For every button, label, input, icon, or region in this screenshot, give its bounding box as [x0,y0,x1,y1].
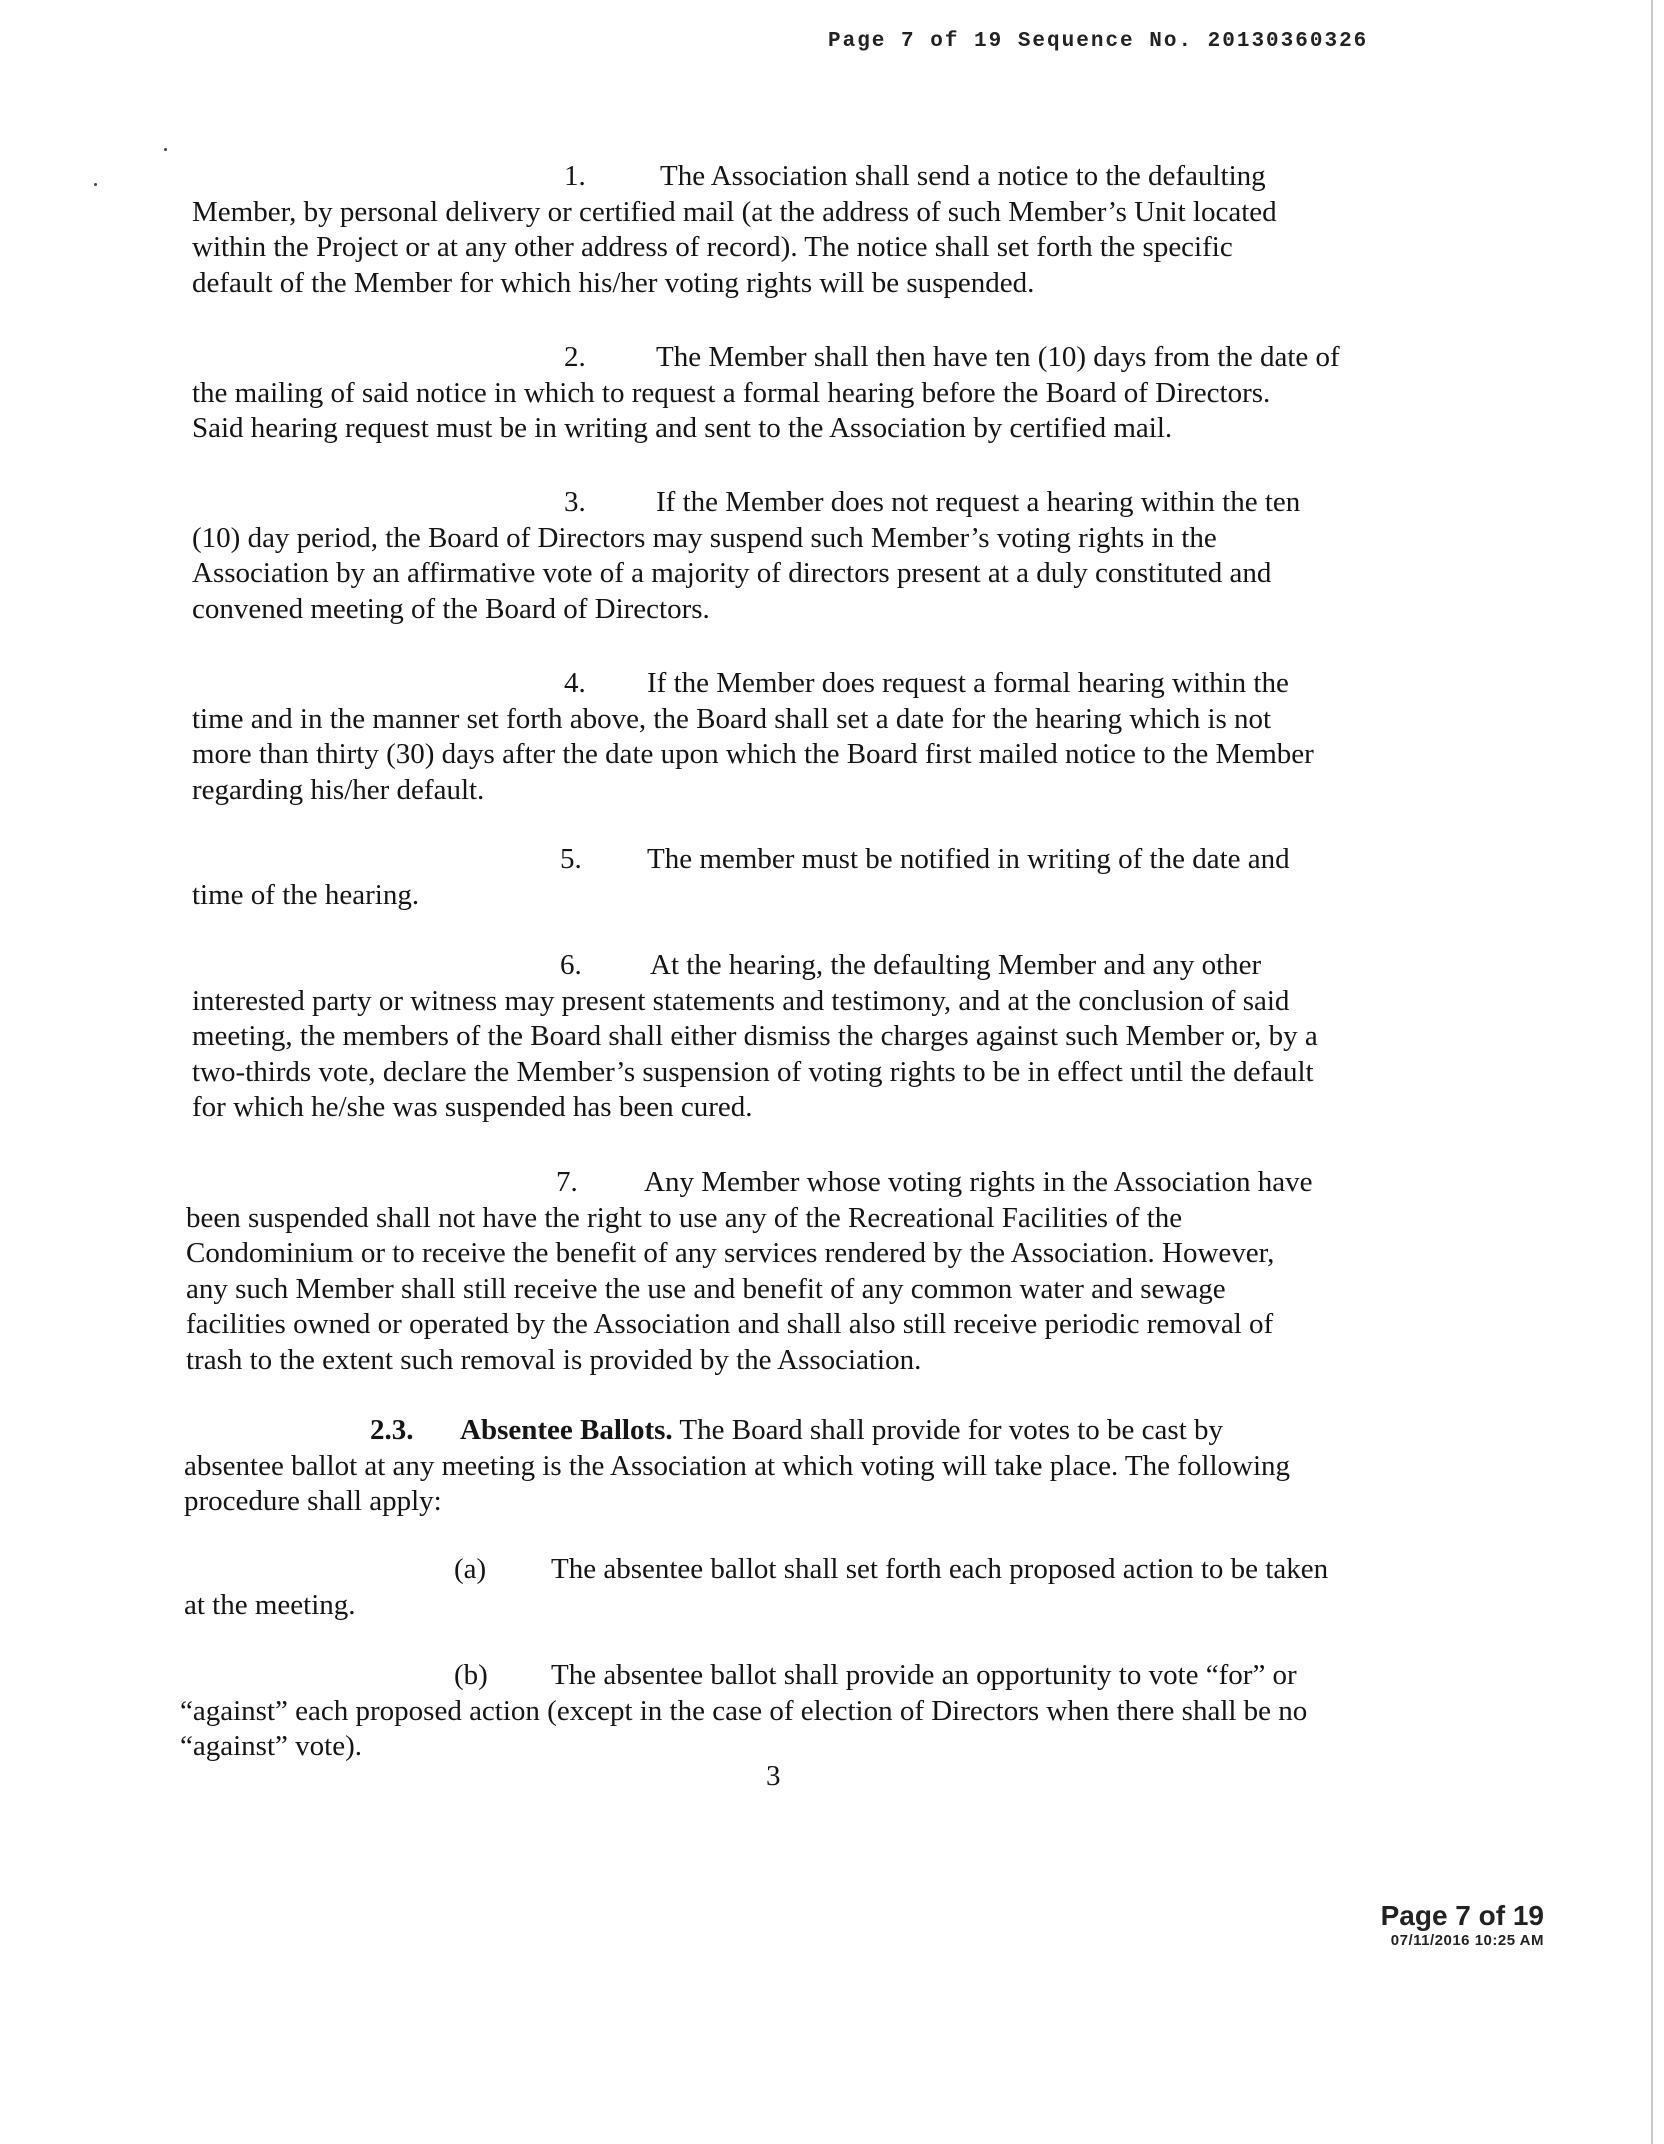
paragraph-line: regarding his/her default. [192,773,485,806]
paragraph-line: two-thirds vote, declare the Member’s suspension of voting rights to be in effect until the default [192,1055,1314,1088]
paragraph-line: “against” vote). [180,1730,362,1762]
paragraph-line: The absentee ballot shall provide an opportunity to vote “for” or [551,1659,1297,1691]
paragraph-line: At the hearing, the defaulting Member and any other [650,949,1262,981]
paragraph-line: facilities owned or operated by the Association and shall also still receive periodic removal of [186,1308,1274,1340]
paragraph-number: 5. [560,843,582,875]
paragraph-4 [192,666,1392,808]
paragraph-line: The Association shall send a notice to the defaulting [660,160,1266,192]
paragraph-number: 2. [564,341,586,373]
paragraph-line: The Member shall then have ten (10) days from the date of [656,341,1340,373]
footer-stamp [1381,1900,1544,1949]
paragraph-line: The absentee ballot shall set forth each proposed action to be taken [551,1553,1329,1585]
section-number: 2.3. [370,1414,414,1446]
paragraph-6 [192,948,1392,1126]
paragraph-number: 3. [564,486,586,518]
paragraph-number: 7. [556,1166,578,1198]
paragraph-line: within the Project or at any other address of record). The notice shall set forth the specific [192,231,1233,263]
paragraph-line: any such Member shall still receive the use and benefit of any common water and sewage [186,1272,1226,1305]
paragraph-line: The member must be notified in writing of the date and [647,843,1290,875]
header-sequence: Page 7 of 19 Sequence No. 20130360326 [828,30,1369,53]
paragraph-line: been suspended shall not have the right to use any of the Recreational Facilities of the [186,1201,1183,1234]
paragraph-line: Said hearing request must be in writing and sent to the Association by certified mail. [192,412,1173,444]
paragraph-line: If the Member does request a formal hearing within the [647,667,1289,699]
paragraph-line: absentee ballot at any meeting is the Association at which voting will take place. The following [184,1449,1291,1482]
paragraph-line: the mailing of said notice in which to request a formal hearing before the Board of Directors. [192,376,1271,409]
paragraph-number: 4. [564,667,586,699]
footer-page: Page 7 of 19 [1380,1900,1544,1931]
paragraph-line: more than thirty (30) days after the date upon which the Board first mailed notice to the Member [192,738,1314,770]
scan-speck [94,183,97,186]
section-2-3 [184,1413,1384,1520]
scan-speck [164,148,167,151]
paragraph-line: at the meeting. [184,1588,356,1621]
subitem-b [180,1658,1380,1765]
subitem-label: (a) [454,1553,487,1585]
paragraph-line: default of the Member for which his/her voting rights will be suspended. [192,266,1035,299]
paragraph-2 [192,340,1392,447]
paragraph-line: trash to the extent such removal is provided by the Association. [186,1343,922,1376]
paragraph-line: meeting, the members of the Board shall either dismiss the charges against such Member or, by a [192,1020,1318,1052]
paragraph-line: interested party or witness may present statements and testimony, and at the conclusion of said [192,984,1290,1017]
paragraph-7 [186,1165,1386,1378]
paragraph-line: Any Member whose voting rights in the Association have [644,1166,1313,1198]
paragraph-line: Member, by personal delivery or certified mail (at the address of such Member’s Unit located [192,195,1277,228]
paragraph-5 [192,842,1392,913]
subitem-label: (b) [454,1659,488,1691]
section-heading: Absentee Ballots. [460,1414,673,1446]
paragraph-line: Condominium or to receive the benefit of any services rendered by the Association. However, [186,1237,1275,1269]
paragraph-number: 6. [560,949,582,981]
paragraph-3 [192,485,1392,627]
page-number: 3 [766,1760,781,1792]
paragraph-line: time of the hearing. [192,878,420,911]
scan-edge [1651,0,1653,2144]
paragraph-line: (10) day period, the Board of Directors may suspend such Member’s voting rights in the [192,521,1217,554]
paragraph-line: If the Member does not request a hearing within the ten [656,486,1301,518]
paragraph-line: time and in the manner set forth above, the Board shall set a date for the hearing which is not [192,702,1272,735]
footer-date: 07/11/2016 10:25 AM [1390,1932,1544,1949]
paragraph-line: “against” each proposed action (except in the case of election of Directors when there shall be no [180,1694,1308,1727]
paragraph-line: Association by an affirmative vote of a majority of directors present at a duly constituted and [192,557,1272,589]
paragraph-number: 1. [564,160,586,192]
paragraph-line: The Board shall provide for votes to be cast by [679,1414,1224,1446]
paragraph-1 [192,159,1392,301]
subitem-a [184,1552,1384,1623]
paragraph-line: procedure shall apply: [184,1485,442,1517]
paragraph-line: convened meeting of the Board of Directors. [192,592,710,625]
paragraph-line: for which he/she was suspended has been cured. [192,1091,753,1123]
